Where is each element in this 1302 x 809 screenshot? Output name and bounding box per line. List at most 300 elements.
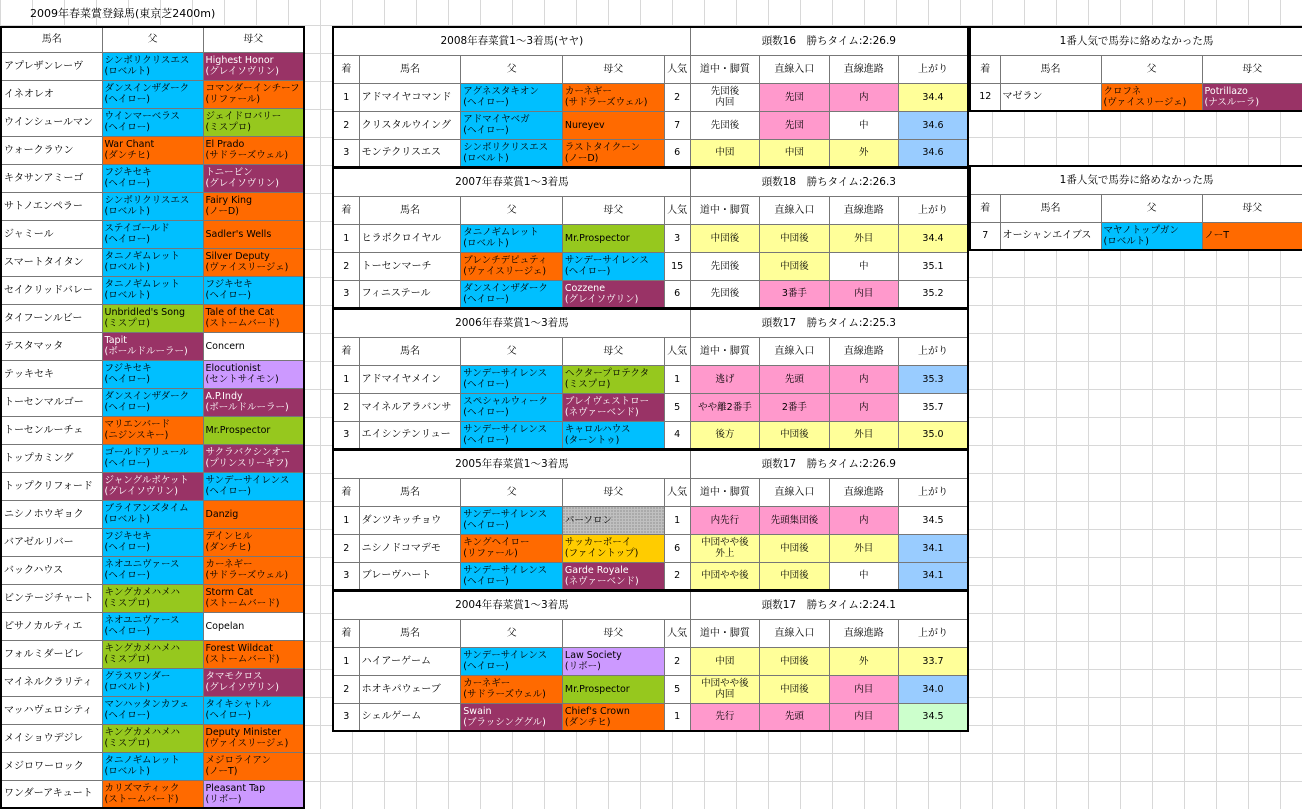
stretch-entry: 中団後 xyxy=(760,224,829,252)
line-1: Pleasant Tap xyxy=(205,782,266,794)
column-header: 父 xyxy=(1101,55,1202,83)
stretch-entry: 中団後 xyxy=(760,675,829,703)
line-2: (ニジンスキー) xyxy=(104,430,169,441)
damsire-cell xyxy=(203,52,304,80)
line-1: サンデーサイレンス xyxy=(564,255,649,266)
horse-name: メジロワーロック xyxy=(1,752,102,780)
damsire-cell xyxy=(562,562,664,590)
line-1: ブレイヴェストロー xyxy=(564,396,650,407)
last-3f: 35.3 xyxy=(898,365,968,393)
line-1: Concern xyxy=(205,340,245,352)
line-1: Copelan xyxy=(205,620,245,632)
finish-position: 2 xyxy=(333,111,359,139)
line-1: シンボリクリスエス xyxy=(104,55,190,66)
horse-name: トーセンマーチ xyxy=(359,252,461,280)
horse-name: ウインシュールマン xyxy=(1,108,102,136)
line-2: (ネヴァーベンド) xyxy=(564,575,639,587)
running-position xyxy=(690,224,759,252)
table-header xyxy=(333,478,968,506)
line-1: タニノギムレット xyxy=(104,279,180,290)
damsire-cell xyxy=(562,703,664,731)
line-1: グラスワンダー xyxy=(104,671,171,682)
running-position xyxy=(690,647,759,675)
line-2: (ヘイロー) xyxy=(205,710,251,721)
line-2: (ミスプロ) xyxy=(104,318,150,329)
table-row xyxy=(970,222,1302,250)
column-header: 着 xyxy=(970,194,1000,222)
popularity: 6 xyxy=(664,139,690,167)
finish-position: 1 xyxy=(333,647,359,675)
results-table xyxy=(332,449,969,591)
line-1: キングカメハメハ xyxy=(104,643,181,654)
sire-cell xyxy=(461,224,563,252)
line-2: (サドラーズウェル) xyxy=(205,150,289,161)
line-1: 中団やや後 xyxy=(701,537,749,548)
line-2: (ダンチヒ) xyxy=(205,542,252,553)
column-header: 父 xyxy=(461,55,563,83)
last-3f: 34.1 xyxy=(898,562,968,590)
damsire-cell xyxy=(203,332,304,360)
section-title-row xyxy=(333,450,968,478)
line-1: キングカメハメハ xyxy=(104,587,181,598)
stretch-lane: 中 xyxy=(829,252,898,280)
table-row xyxy=(1,696,304,724)
line-2: (ヘイロー) xyxy=(104,626,150,637)
column-header: 父 xyxy=(1101,194,1202,222)
line-2: (ヘイロー) xyxy=(104,234,150,245)
stretch-entry: 2番手 xyxy=(760,393,829,421)
table-row xyxy=(1,80,304,108)
column-header: 直線進路 xyxy=(829,337,898,365)
horse-name: スマートタイタン xyxy=(1,248,102,276)
horse-name: イネオレオ xyxy=(1,80,102,108)
line-1: やや離2番手 xyxy=(698,401,752,413)
column-header: 上がり xyxy=(898,337,968,365)
last-3f: 35.7 xyxy=(898,393,968,421)
line-2: (ロベルト) xyxy=(104,514,150,525)
line-1: Elocutionist xyxy=(205,363,261,374)
damsire-cell xyxy=(203,724,304,752)
column-header: 父 xyxy=(461,196,563,224)
column-header: 上がり xyxy=(898,619,968,647)
horse-name: ヒラボクロイヤル xyxy=(359,224,461,252)
race-info: 頭数18 勝ちタイム:2:26.3 xyxy=(690,168,968,196)
line-1: サンデーサイレンス xyxy=(463,368,548,379)
horse-name: ブレーヴハート xyxy=(359,562,461,590)
running-position xyxy=(690,252,759,280)
last-3f: 34.6 xyxy=(898,111,968,139)
line-2: (ヘイロー) xyxy=(463,97,509,108)
horse-name: キタサンアミーゴ xyxy=(1,164,102,192)
table-row xyxy=(333,393,968,421)
damsire-cell xyxy=(203,556,304,584)
sire-cell xyxy=(102,192,203,220)
stretch-entry: 先団 xyxy=(760,83,829,111)
horse-name: ピサノカルティエ xyxy=(1,612,102,640)
line-1: タニノギムレット xyxy=(104,251,180,262)
header-name: 馬名 xyxy=(1,27,102,52)
section-title-row xyxy=(333,27,968,55)
line-2: (ストームバード) xyxy=(205,318,280,329)
line-1: 中団やや後 xyxy=(701,678,749,689)
line-1: メジロライアン xyxy=(205,755,272,766)
sire-cell xyxy=(102,696,203,724)
damsire-cell xyxy=(203,780,304,808)
line-1: タニノギムレット xyxy=(104,755,180,766)
column-header: 着 xyxy=(333,55,359,83)
line-1: 先団後 xyxy=(710,119,740,131)
last-3f: 34.1 xyxy=(898,534,968,562)
damsire-cell xyxy=(562,83,664,111)
line-2: (ダンチヒ) xyxy=(104,150,151,161)
damsire-cell xyxy=(203,164,304,192)
column-header: 母父 xyxy=(562,619,664,647)
line-1: アグネスタキオン xyxy=(463,86,539,97)
line-2: (ヘイロー) xyxy=(104,374,150,385)
horse-name: メイショウデジレ xyxy=(1,724,102,752)
line-1: タイキシャトル xyxy=(205,699,272,710)
line-1: マンハッタンカフェ xyxy=(104,699,189,710)
stretch-lane: 内 xyxy=(829,365,898,393)
stretch-lane: 外目 xyxy=(829,534,898,562)
horse-name: ダンツキッチョウ xyxy=(359,506,461,534)
table-row xyxy=(333,280,968,308)
line-1: タニノギムレット xyxy=(463,227,539,238)
sire-cell xyxy=(461,421,563,449)
line-1: Mr.Prospector xyxy=(564,232,630,244)
column-header: 直線進路 xyxy=(829,196,898,224)
column-header: 馬名 xyxy=(1000,55,1101,83)
sire-cell xyxy=(102,164,203,192)
sire-cell xyxy=(102,724,203,752)
column-header: 直線入口 xyxy=(760,337,829,365)
table-header xyxy=(333,55,968,83)
last-3f: 33.7 xyxy=(898,647,968,675)
results-table xyxy=(332,167,969,309)
line-2: (ノーD) xyxy=(564,152,599,164)
sire-cell xyxy=(102,668,203,696)
damsire-cell xyxy=(203,192,304,220)
last-3f: 34.6 xyxy=(898,139,968,167)
line-1: 逃げ xyxy=(715,373,735,385)
stretch-lane: 内 xyxy=(829,506,898,534)
section-title-row xyxy=(333,309,968,337)
table-row xyxy=(1,556,304,584)
damsire-cell xyxy=(203,500,304,528)
line-1: マリエンバード xyxy=(104,419,171,430)
finish-position: 3 xyxy=(333,280,359,308)
column-header: 人気 xyxy=(664,55,690,83)
line-2: (ヘイロー) xyxy=(104,122,150,133)
line-1: ダンスインザダーク xyxy=(463,282,548,294)
horse-name: セイクリッドバレー xyxy=(1,276,102,304)
table-row xyxy=(1,528,304,556)
horse-name: マッハヴェロシティ xyxy=(1,696,102,724)
finish-position: 1 xyxy=(333,83,359,111)
line-1: キングヘイロー xyxy=(463,537,530,548)
column-header: 着 xyxy=(970,55,1000,83)
sire-cell xyxy=(102,528,203,556)
line-2: (サドラーズウェル) xyxy=(205,570,289,581)
stretch-entry: 先頭 xyxy=(760,703,829,731)
running-position xyxy=(690,421,759,449)
line-1: ステイゴールド xyxy=(104,223,170,234)
table-row xyxy=(1,304,304,332)
sire-cell xyxy=(102,332,203,360)
column-header: 人気 xyxy=(664,478,690,506)
table-row xyxy=(333,224,968,252)
stretch-lane: 外 xyxy=(829,139,898,167)
table-row xyxy=(1,668,304,696)
column-header: 父 xyxy=(461,619,563,647)
line-1: 中団やや後 xyxy=(701,570,749,582)
horse-name: トップカミング xyxy=(1,444,102,472)
horse-name: タイフーンルビー xyxy=(1,304,102,332)
line-2: (ロベルト) xyxy=(463,152,509,164)
favorite-unplaced-table xyxy=(969,26,1302,112)
popularity: 6 xyxy=(664,534,690,562)
line-1: ヘクタープロテクタ xyxy=(564,368,650,379)
sire-cell xyxy=(102,276,203,304)
section-title: 2008年春菜賞1～3着馬(ヤヤ) xyxy=(333,27,690,55)
sire-cell xyxy=(102,472,203,500)
line-2: (ノーD) xyxy=(205,206,239,217)
table-row xyxy=(1,136,304,164)
horse-name: ニシノドコマデモ xyxy=(359,534,461,562)
damsire-cell xyxy=(1202,83,1302,111)
line-2: (ストームバード) xyxy=(205,598,280,609)
line-1: Highest Honor xyxy=(205,55,274,66)
damsire-cell xyxy=(203,444,304,472)
sire-cell xyxy=(461,562,563,590)
line-1: A.P.Indy xyxy=(205,391,243,402)
sire-cell xyxy=(102,612,203,640)
table-row xyxy=(1,584,304,612)
line-2: (ロベルト) xyxy=(463,238,509,249)
column-header: 上がり xyxy=(898,196,968,224)
sire-cell xyxy=(461,675,563,703)
running-position xyxy=(690,393,759,421)
horse-name: アドマイヤメイン xyxy=(359,365,461,393)
line-1: キャロルハウス xyxy=(564,423,631,435)
line-2: (ボールドルーラー) xyxy=(104,346,188,357)
line-2: (ヘイロー) xyxy=(205,290,251,301)
column-header: 道中・脚質 xyxy=(690,196,759,224)
line-1: カーネギー xyxy=(205,559,253,570)
running-position xyxy=(690,534,759,562)
horse-name: フォルミダービレ xyxy=(1,640,102,668)
running-position xyxy=(690,675,759,703)
line-2: (ロベルト) xyxy=(104,290,150,301)
section-title: 1番人気で馬券に絡めなかった馬 xyxy=(970,27,1302,55)
line-2: (ミスプロ) xyxy=(564,379,611,390)
race-info: 頭数17 勝ちタイム:2:26.9 xyxy=(690,450,968,478)
column-header: 母父 xyxy=(562,55,664,83)
line-2: (ロベルト) xyxy=(1103,235,1149,247)
horse-name: サトノエンペラー xyxy=(1,192,102,220)
line-2: (サドラーズウェル) xyxy=(564,97,648,108)
table-row xyxy=(970,83,1302,111)
last-3f: 34.0 xyxy=(898,675,968,703)
column-header: 人気 xyxy=(664,337,690,365)
column-header: 母父 xyxy=(1202,55,1302,83)
race-info: 頭数17 勝ちタイム:2:25.3 xyxy=(690,309,968,337)
header-damsire: 母父 xyxy=(203,27,304,52)
stretch-lane: 内 xyxy=(829,393,898,421)
line-1: 中団 xyxy=(715,147,735,159)
damsire-cell xyxy=(562,506,664,534)
damsire-cell xyxy=(203,276,304,304)
popularity: 4 xyxy=(664,421,690,449)
line-1: フジキセキ xyxy=(104,363,152,374)
damsire-cell xyxy=(203,388,304,416)
horse-name: フィニステール xyxy=(359,280,461,308)
damsire-cell xyxy=(203,248,304,276)
table-row xyxy=(333,111,968,139)
stretch-lane: 内目 xyxy=(829,280,898,308)
line-2: (ロベルト) xyxy=(104,262,150,273)
column-header: 道中・脚質 xyxy=(690,337,759,365)
sire-cell xyxy=(102,220,203,248)
table-row xyxy=(333,421,968,449)
finish-position: 3 xyxy=(333,562,359,590)
horse-name: トップクリフォード xyxy=(1,472,102,500)
popularity: 1 xyxy=(664,703,690,731)
popularity: 3 xyxy=(664,224,690,252)
race-info: 頭数17 勝ちタイム:2:24.1 xyxy=(690,591,968,619)
damsire-cell xyxy=(562,224,664,252)
line-2: (リボー) xyxy=(205,793,242,805)
line-1: ブレンチデピュティ xyxy=(463,255,548,266)
column-header: 直線入口 xyxy=(760,196,829,224)
damsire-cell xyxy=(203,360,304,388)
line-1: Law Society xyxy=(564,650,622,661)
line-1: 中団後 xyxy=(710,232,740,244)
line-2: 外上 xyxy=(715,548,735,559)
damsire-cell xyxy=(562,280,664,308)
finish-position: 2 xyxy=(333,393,359,421)
line-2: (リボー) xyxy=(564,661,601,672)
line-1: El Prado xyxy=(205,139,245,150)
line-1: Mr.Prospector xyxy=(205,424,271,436)
popularity: 1 xyxy=(664,506,690,534)
line-2: (ヘイロー) xyxy=(104,570,150,581)
registered-horses-table xyxy=(0,26,305,809)
line-1: フジキセキ xyxy=(104,531,152,542)
sire-cell xyxy=(102,388,203,416)
column-header: 上がり xyxy=(898,478,968,506)
line-1: カリズマティック xyxy=(104,782,180,794)
damsire-cell xyxy=(203,584,304,612)
line-2: 内回 xyxy=(715,97,735,108)
line-1: Mr.Prospector xyxy=(564,683,630,695)
column-header: 直線入口 xyxy=(760,478,829,506)
horse-name: エイシンテンリュー xyxy=(359,421,461,449)
line-2: 内回 xyxy=(715,689,735,700)
results-table xyxy=(332,26,969,168)
table-header xyxy=(970,194,1302,222)
popularity: 2 xyxy=(664,647,690,675)
sire-cell xyxy=(461,647,563,675)
column-header: 着 xyxy=(333,196,359,224)
line-1: Deputy Minister xyxy=(205,727,281,738)
sire-cell xyxy=(102,52,203,80)
horse-name: マゼラン xyxy=(1000,83,1101,111)
column-header: 馬名 xyxy=(359,55,461,83)
line-1: フジキセキ xyxy=(205,279,253,290)
damsire-cell xyxy=(203,80,304,108)
column-header: 直線進路 xyxy=(829,55,898,83)
column-header: 道中・脚質 xyxy=(690,619,759,647)
line-1: マヤノトップガン xyxy=(1103,224,1179,236)
section-title-row xyxy=(333,168,968,196)
line-2: (ボールドルーラー) xyxy=(205,402,289,413)
line-2: (リファール) xyxy=(463,548,518,559)
damsire-cell xyxy=(562,534,664,562)
running-position xyxy=(690,365,759,393)
line-2: (ロベルト) xyxy=(104,682,150,693)
line-2: (グレイソヴリン) xyxy=(205,66,279,77)
line-1: Potrillazo xyxy=(1204,85,1248,97)
stretch-lane: 外 xyxy=(829,647,898,675)
favorite-unplaced-table xyxy=(969,165,1302,251)
finish-position: 12 xyxy=(970,83,1000,111)
line-1: Fairy King xyxy=(205,195,253,206)
line-2: (ヴァイスリージェ) xyxy=(1103,96,1187,108)
running-position xyxy=(690,280,759,308)
section-title: 2004年春菜賞1～3着馬 xyxy=(333,591,690,619)
stretch-entry: 中団後 xyxy=(760,252,829,280)
line-2: (グレイソヴリン) xyxy=(205,682,279,693)
line-2: (ヘイロー) xyxy=(104,94,150,105)
column-header: 直線入口 xyxy=(760,619,829,647)
table-row xyxy=(333,365,968,393)
sire-cell xyxy=(102,640,203,668)
line-1: サンデーサイレンス xyxy=(463,650,548,661)
line-2: (ロベルト) xyxy=(104,206,150,217)
damsire-cell xyxy=(562,365,664,393)
stretch-lane: 内 xyxy=(829,83,898,111)
finish-position: 3 xyxy=(333,139,359,167)
horse-name: アドマイヤコマンド xyxy=(359,83,461,111)
sire-cell xyxy=(461,393,563,421)
running-position xyxy=(690,562,759,590)
horse-name: ジャミール xyxy=(1,220,102,248)
popularity: 2 xyxy=(664,83,690,111)
section-title-row xyxy=(333,591,968,619)
line-2: (ヘイロー) xyxy=(104,542,150,553)
stretch-lane: 内目 xyxy=(829,703,898,731)
stretch-entry: 中団 xyxy=(760,139,829,167)
table-row xyxy=(1,640,304,668)
damsire-cell xyxy=(562,393,664,421)
sire-cell xyxy=(461,506,563,534)
line-1: Cozzene xyxy=(564,282,606,294)
results-table xyxy=(332,308,969,450)
table-row xyxy=(1,192,304,220)
line-2: (ヘイロー) xyxy=(463,125,509,136)
last-3f: 35.1 xyxy=(898,252,968,280)
last-3f: 35.2 xyxy=(898,280,968,308)
table-row xyxy=(1,276,304,304)
line-2: (ロベルト) xyxy=(104,66,150,77)
line-1: デインヒル xyxy=(205,531,253,542)
line-1: クロフネ xyxy=(1103,85,1142,97)
damsire-cell xyxy=(203,696,304,724)
line-1: ゴールドアリュール xyxy=(104,447,189,458)
line-1: 中団 xyxy=(715,655,735,667)
horse-name: シェルゲーム xyxy=(359,703,461,731)
